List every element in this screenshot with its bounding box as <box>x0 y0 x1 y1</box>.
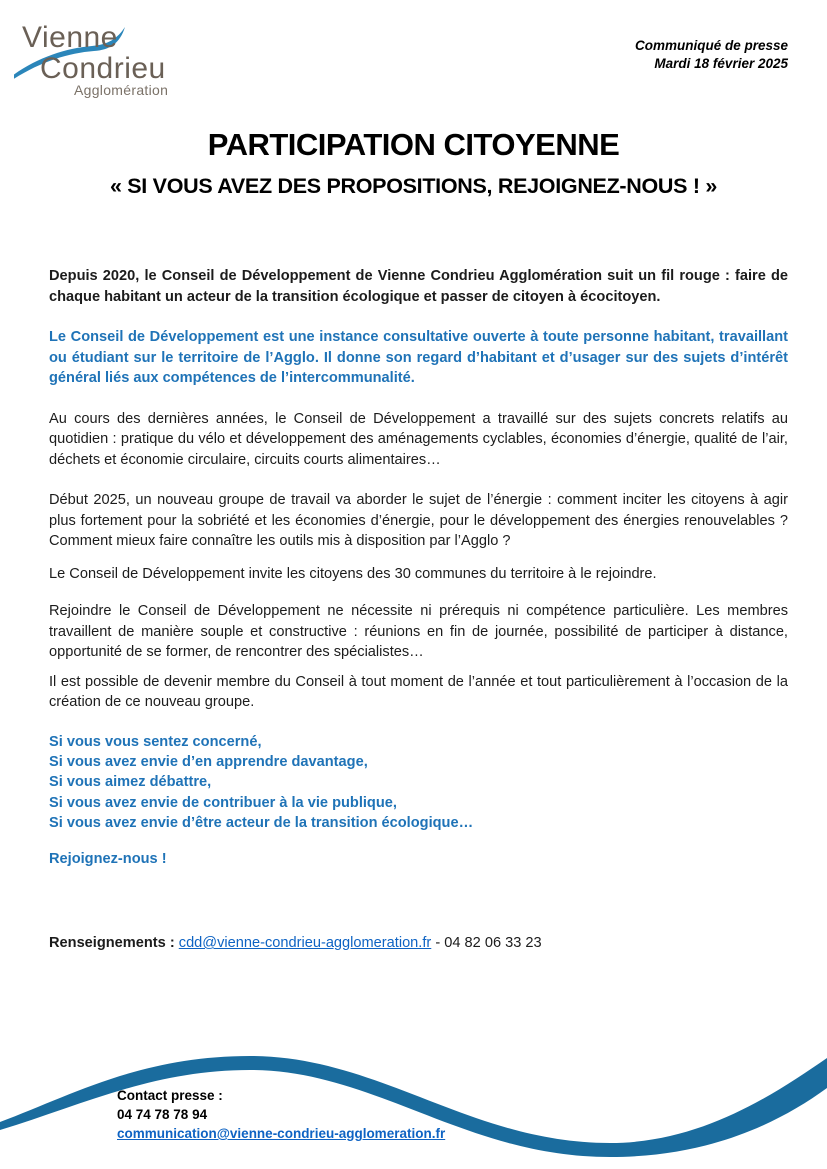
page-title: PARTICIPATION CITOYENNE <box>207 127 620 162</box>
paragraph-sujets-travailles: Au cours des dernières années, le Conseil de Développement a travaillé sur des sujets concrets relatifs au quotidien : pratique du vélo et développement des aménagements cyclables, économies d’énergie, qualité de l’air, déchets et économie circulaire, circuits courts alimentaires… <box>49 410 788 468</box>
logo-line3: Agglomération <box>74 82 169 98</box>
agglo-logo <box>14 12 174 104</box>
doc-date: Mardi 18 février 2025 <box>654 55 788 71</box>
paragraph-invitation: Le Conseil de Développement invite les citoyens des 30 communes du territoire à le rejoindre. <box>49 565 657 582</box>
paragraph-adhesion: Il est possible de devenir membre du Conseil à tout moment de l’année et tout particulièrement à l’occasion de la création de ce nouveau groupe. <box>49 673 788 710</box>
appeal-line: Si vous avez envie d’en apprendre davantage, <box>49 753 368 770</box>
page-subtitle: « SI VOUS AVEZ DES PROPOSITIONS, REJOIGNEZ-NOUS ! » <box>109 174 718 198</box>
paragraph-modalites: Rejoindre le Conseil de Développement ne nécessite ni prérequis ni compétence particulière. Les membres travaillent de manière souple et constructive : réunions en fin de journée, possibilité de participer à distance, opportunité de se former, de rencontrer des spécialistes… <box>49 603 788 660</box>
contact-info-line <box>49 933 788 954</box>
paragraph-conseil-description: Le Conseil de Développement est une instance consultative ouverte à toute personne habitant, travaillant ou étudiant sur le territoire de l’Agglo. Il donne son regard d’habitant et d’usager sur des sujets d’intérêt général liés aux compétences de l’intercommunalité. <box>49 329 788 386</box>
info-email-link[interactable]: cdd@vienne-condrieu-agglomeration.fr <box>178 935 432 952</box>
title-block <box>0 127 827 199</box>
appeal-line: Si vous avez envie d’être acteur de la transition écologique… <box>49 815 474 832</box>
info-label: Renseignements : <box>49 935 175 952</box>
appeal-line: Si vous aimez débattre, <box>49 774 212 791</box>
appeal-list <box>49 732 788 834</box>
appeal-closing: Rejoignez-nous ! <box>49 850 167 867</box>
footer-contact-label: Contact presse : <box>117 1088 223 1103</box>
body-content <box>49 266 788 954</box>
press-release-meta <box>635 37 788 72</box>
appeal-line: Si vous avez envie de contribuer à la vie publique, <box>49 794 397 811</box>
paragraph-intro: Depuis 2020, le Conseil de Développement de Vienne Condrieu Agglomération suit un fil rouge : faire de chaque habitant un acteur de la transition écologique et passer de citoyen à écocitoyen. <box>49 268 788 305</box>
footer-phone: 04 74 78 78 94 <box>117 1107 208 1122</box>
logo-line1: Vienne <box>22 21 118 54</box>
logo-line2: Condrieu <box>40 52 166 85</box>
doc-type: Communiqué de presse <box>634 38 788 53</box>
appeal-line: Si vous vous sentez concerné, <box>49 733 262 750</box>
footer-contact-block <box>117 1086 445 1143</box>
footer-email-link[interactable]: communication@vienne-condrieu-agglomeration.fr <box>117 1126 446 1141</box>
info-phone: - 04 82 06 33 23 <box>435 935 542 952</box>
paragraph-groupe-energie: Début 2025, un nouveau groupe de travail va aborder le sujet de l’énergie : comment inciter les citoyens à agir plus fortement pour la sobriété et les économies d’énergie, pour le développement des énergies renouvelables ? Comment mieux faire connaître les outils mis à disposition par l’Agglo ? <box>49 492 788 549</box>
